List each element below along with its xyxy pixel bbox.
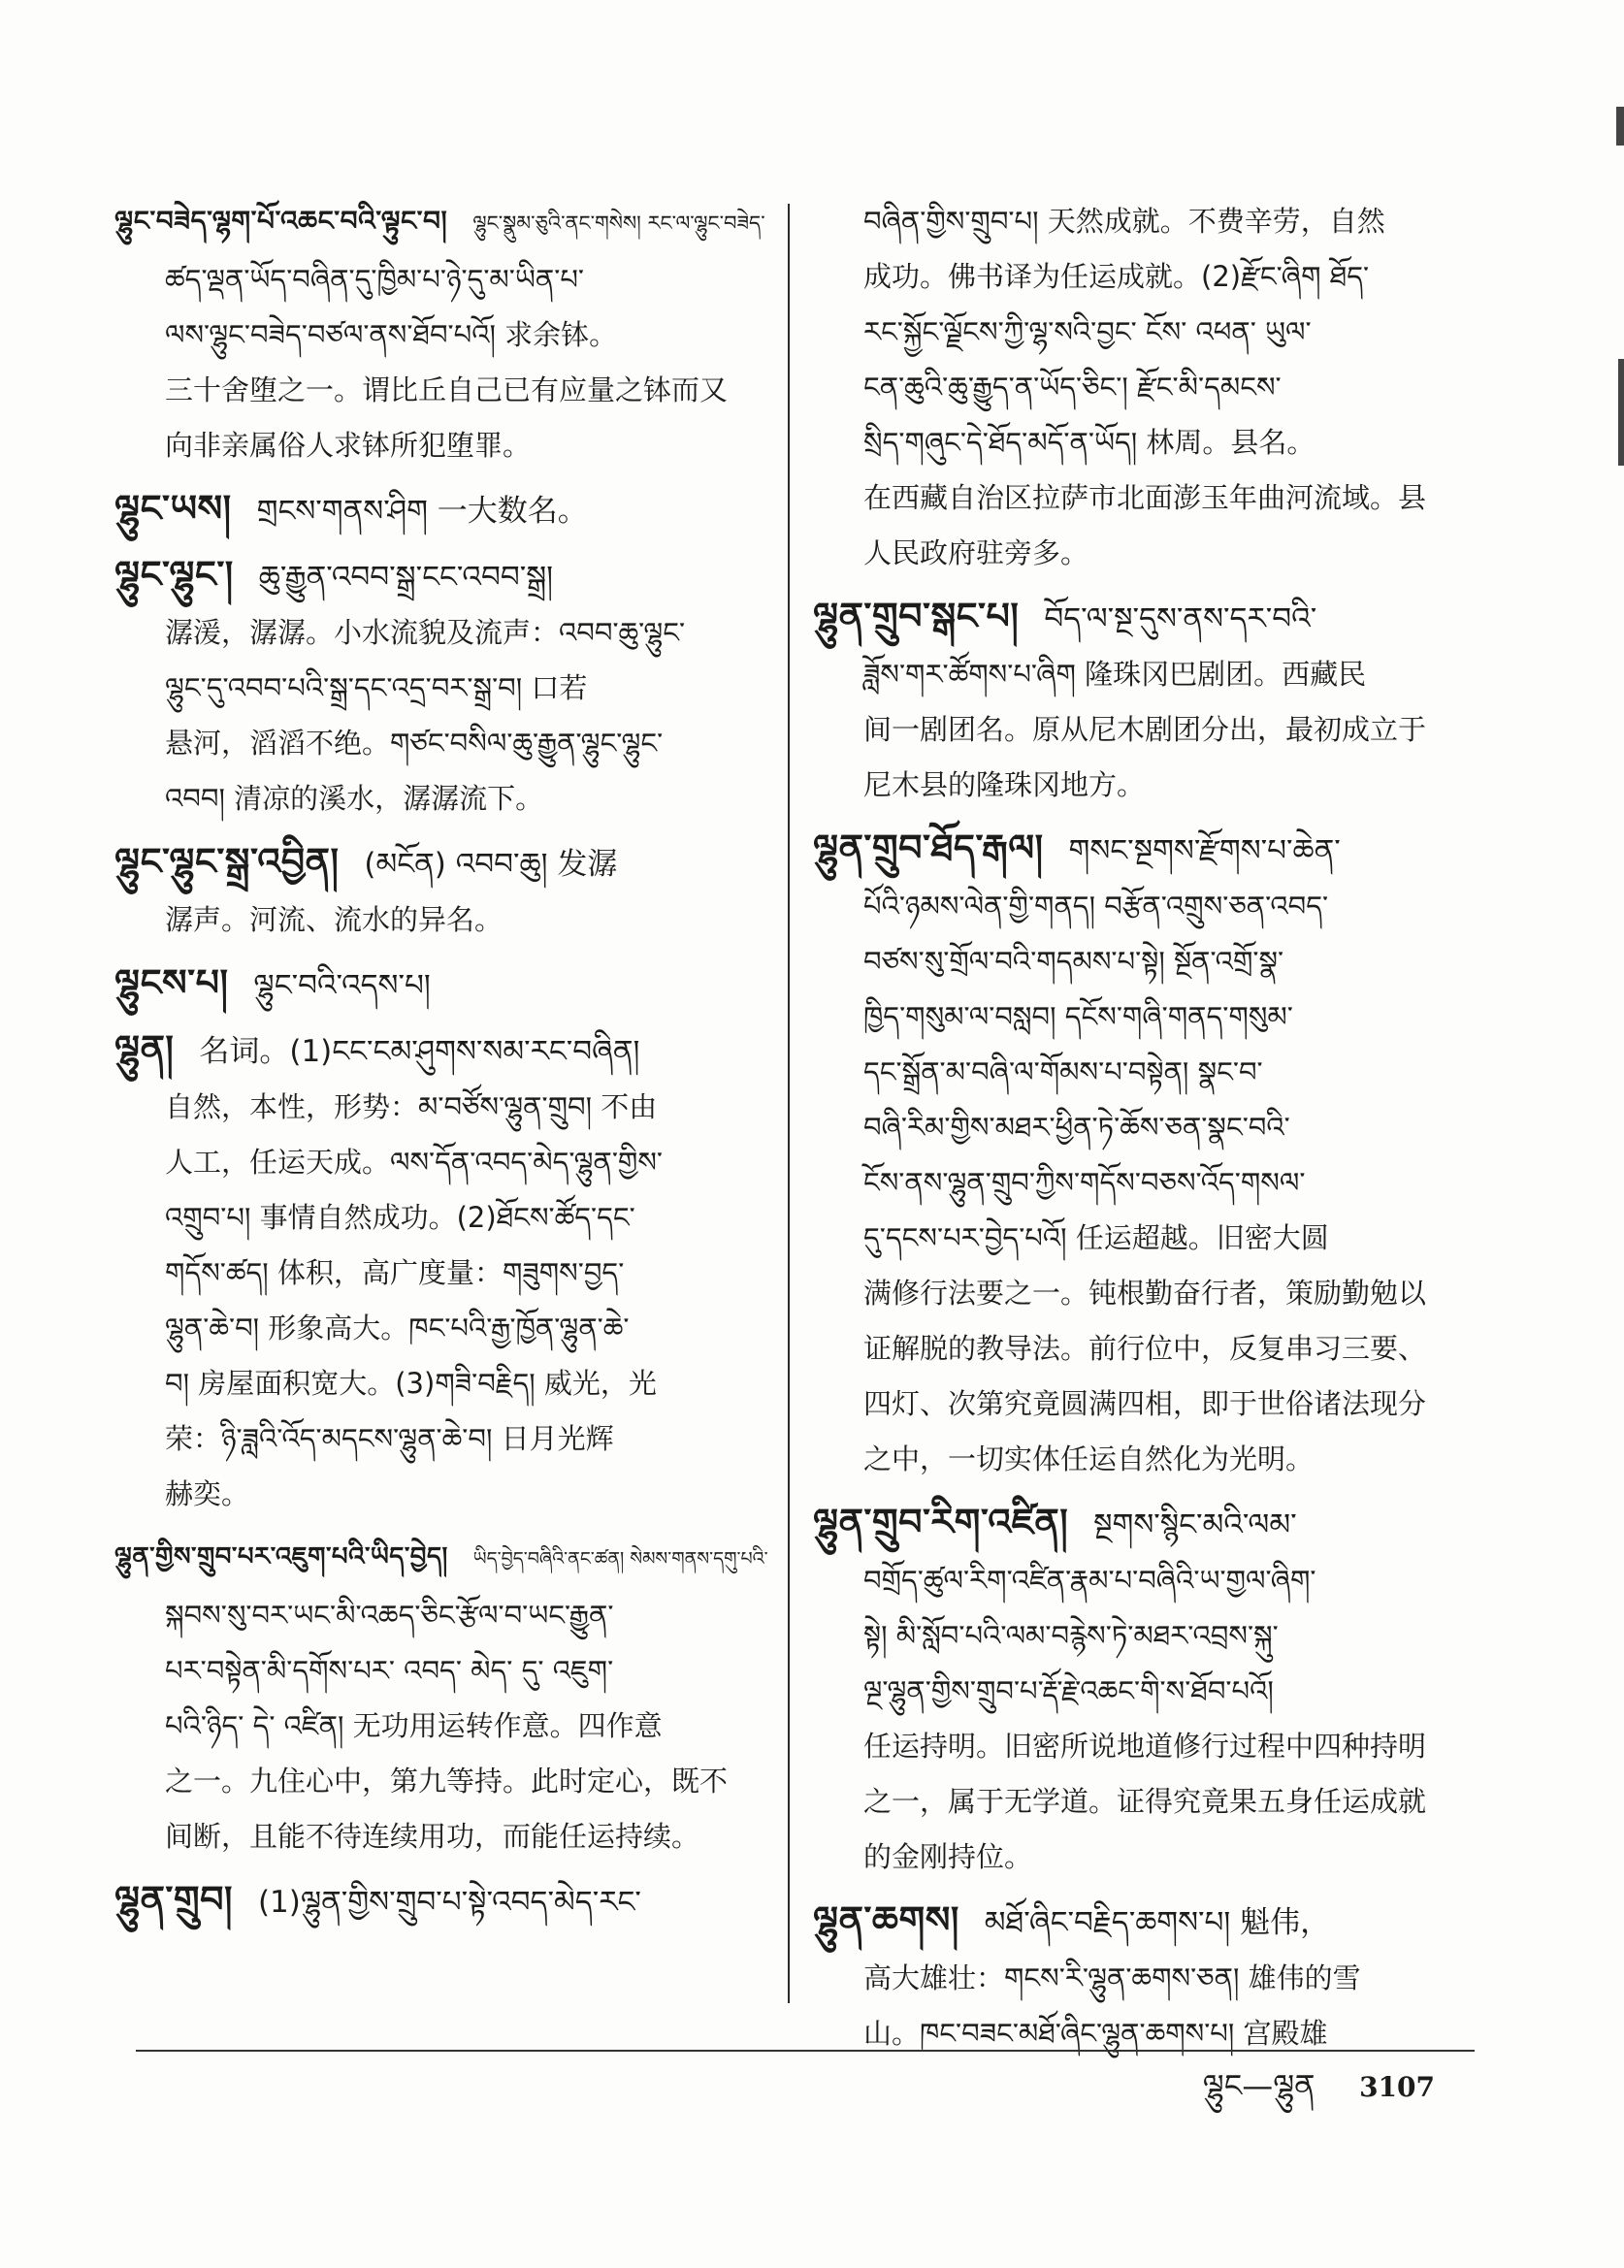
definition-line: ཟློས་གར་ཚོགས་པ་ཞིག 隆珠冈巴剧团。西藏民 <box>863 658 1367 691</box>
definition-line: 向非亲属俗人求钵所犯堕罪。 <box>165 429 532 462</box>
entry-first-line <box>114 194 784 252</box>
entry-headword: ལྷུན། <box>114 1027 175 1070</box>
right-column <box>813 194 1453 2069</box>
definition-line: བཞིན་གྱིས་གྲུབ་པ། 天然成就。不费辛劳，自然 <box>863 205 1385 238</box>
dictionary-entry <box>114 1021 784 1522</box>
definition-line: 悬河，滔滔不绝。གཙང་བསིལ་ཆུ་རྒྱུན་ལྷུང་ལྷུང་ <box>165 727 664 760</box>
definition-line: སྔགས་སྙིང་མའི་ལམ་ <box>1093 1507 1297 1542</box>
headword-range: ལྷུང—ལྷུན <box>1202 2067 1315 2104</box>
definition-line: འབབ། 清凉的溪水，潺潺流下。 <box>165 782 544 815</box>
definition-line: གདོས་ཚད། 体积，高广度量：གཟུགས་བྱད་ <box>165 1256 625 1289</box>
entry-headword: ལྷུན་ཆགས། <box>813 1898 959 1941</box>
definition-line: ཡིད་བྱེད་བཞིའི་ནང་ཚན། སེམས་གནས་དགུ་པའི་ <box>472 1548 768 1570</box>
definition-line: 成功。佛书译为任运成就。(2)རྫོང་ཞིག ཐོད་ <box>863 260 1370 293</box>
definition-line: 潺湲，潺潺。小水流貌及流声：འབབ་ཆུ་ལྷུང་ <box>165 616 686 649</box>
entry-first-line <box>813 1495 1453 1553</box>
definition-line: མཐོ་ཞིང་བརྗིད་ཆགས་པ། 魁伟， <box>984 1905 1331 1940</box>
definition-line: 之中，一切实体任运自然化为光明。 <box>863 1442 1315 1475</box>
definition-line: ལྷུང་བའི་འདས་པ། <box>253 968 431 1003</box>
entry-headword: ལྷུང་ལྷུང་། <box>114 553 234 596</box>
entry-headword: ལྷུང་ཡས། <box>114 487 232 530</box>
page-number: 3107 <box>1359 2071 1435 2103</box>
entry-first-line <box>114 481 784 539</box>
definition-line: 潺声。河流、流水的异名。 <box>165 903 503 936</box>
dictionary-entry <box>813 1893 1453 2061</box>
entry-first-line <box>813 1893 1453 1951</box>
definition-line: ཆུ་རྒྱུན་འབབ་སྒྲ་ངང་འབབ་སྒྲ། <box>258 560 554 595</box>
definition-line: བཞི་རིམ་གྱིས་མཐར་ཕྱིན་ཏེ་ཆོས་ཅན་སྣང་བའི་ <box>863 1111 1290 1144</box>
dictionary-entry <box>114 834 784 948</box>
entry-first-line <box>114 956 784 1014</box>
definition-line: བ། 房屋面积宽大。(3)གཟི་བརྗིད། 威光，光 <box>165 1367 657 1400</box>
dictionary-entry <box>813 1495 1453 1885</box>
definition-line: དང་སྒྲོན་མ་བཞི་ལ་གོམས་པ་བསྟེན། སྣང་བ་ <box>863 1055 1263 1088</box>
entry-first-line <box>114 834 784 892</box>
definition-line: 尼木县的隆珠冈地方。 <box>863 768 1146 801</box>
dictionary-entry <box>114 194 784 473</box>
definition-line: སྟེ། མི་སློབ་པའི་ལམ་བརྙེས་ཏེ་མཐར་འབྲས་སྐུ་ <box>863 1619 1279 1652</box>
definition-line: 自然，本性，形势：མ་བཙོས་ལྷུན་གྲུབ། 不由 <box>165 1090 658 1123</box>
entry-headword: ལྷུང་ལྷུང་སྒྲ་འབྱིན། <box>114 840 340 883</box>
entry-headword: ལྷུན་གྲུབ་སྒང་པ། <box>813 595 1020 637</box>
entry-headword: ལྷུངས་པ། <box>114 961 229 1004</box>
definition-line: 四灯、次第究竟圆满四相，即于世俗诸法现分 <box>863 1387 1427 1420</box>
definition-line: 满修行法要之一。钝根勤奋行者，策励勤勉以 <box>863 1277 1427 1310</box>
dictionary-entry <box>114 1872 784 1930</box>
definition-line: པར་བསྟེན་མི་དགོས་པར་ འབད་ མེད་ དུ་ འཇུག་ <box>165 1654 614 1687</box>
definition-line: ཚད་ལྡན་ཡོད་བཞིན་དུ་ཁྱིམ་པ་ཉེ་དུ་མ་ཡིན་པ་ <box>165 263 585 296</box>
definition-line: 高大雄壮：གངས་རི་ལྷུན་ཆགས་ཅན། 雄伟的雪 <box>863 1961 1361 1994</box>
definition-line: 间一剧团名。原从尼木剧团分出，最初成立于 <box>863 713 1427 746</box>
dictionary-entry <box>813 589 1453 813</box>
definition-line: ངན་ཆུའི་ཆུ་རྒྱུད་ན་ཡོད་ཅིང་། རྫོང་མི་དམངས་ <box>863 371 1282 404</box>
definition-line: ལྷུང་དུ་འབབ་པའི་སྒྲ་དང་འདྲ་བར་སྒྲ་བ། 口若 <box>165 671 588 704</box>
definition-line: 证解脱的教导法。前行位中，反复串习三要、 <box>863 1332 1427 1365</box>
definition-line: 人工，任运天成。ལས་དོན་འབད་མེད་ལྷུན་གྱིས་ <box>165 1146 664 1179</box>
definition-line: 在西藏自治区拉萨市北面澎玉年曲河流域。县 <box>863 481 1427 514</box>
definition-line: བཙས་སུ་གྲོལ་བའི་གདམས་པ་སྟེ། སྔོན་འགྲོ་སྣ་ <box>863 945 1284 978</box>
definition-line: 赫奕。 <box>165 1477 250 1510</box>
definition-line: ལྷུང་སྣུམ་ཅུའི་ནང་གསེས། རང་ལ་ལྷུང་བཟེད་ <box>472 211 765 235</box>
dictionary-entry <box>114 1530 784 1864</box>
dictionary-entry <box>813 821 1453 1487</box>
definition-line: 山。ཁང་བཟང་མཐོ་ཞིང་ལྷུན་ཆགས་པ། 宫殿雄 <box>863 2017 1328 2050</box>
entry-first-line <box>114 1872 784 1930</box>
definition-line: ངོས་ནས་ལྷུན་གྲུབ་ཀྱིས་གདོས་བཅས་འོད་གསལ་ <box>863 1166 1306 1199</box>
definition-line: 三十舍堕之一。谓比丘自己已有应量之钵而又 <box>165 373 729 406</box>
definition-line: བོད་ལ་སྔ་དུས་ནས་དར་བའི་ <box>1044 601 1317 636</box>
definition-line: དུ་དངས་པར་བྱེད་པའོ། 任运超越。旧密大圆 <box>863 1221 1329 1254</box>
scan-edge-mark <box>1618 359 1624 466</box>
dictionary-entry <box>114 956 784 1014</box>
definition-line: ཁྱིད་གསུམ་ལ་བསླབ། དངོས་གཞི་གནད་གསུམ་ <box>863 1000 1293 1033</box>
definition-line: ལས་ལྷུང་བཟེད་བཙལ་ནས་ཐོབ་པའོ། 求余钵。 <box>165 318 618 351</box>
entry-first-line <box>813 821 1453 879</box>
entry-headword: ལྷུན་གྲུབ་ཐོད་རྒལ། <box>813 826 1044 869</box>
definition-line: 人民政府驻旁多。 <box>863 536 1089 569</box>
definition-line: 任运持明。旧密所说地道修行过程中四种持明 <box>863 1730 1427 1763</box>
entry-first-line <box>114 1021 784 1080</box>
definition-line: 的金刚持位。 <box>863 1840 1033 1873</box>
entry-headword: ལྷུན་གྱིས་གྲུབ་པར་འཇུག་པའི་ཡིད་བྱེད། <box>114 1542 448 1571</box>
definition-line: འགྲུབ་པ། 事情自然成功。(2)ཐོངས་ཚོད་དང་ <box>165 1201 635 1234</box>
definition-line: སྐབས་སུ་བར་ཡང་མི་འཆད་ཅིང་རྩོལ་བ་ཡང་རྒྱུན་ <box>165 1599 614 1632</box>
definition-line: སྲིད་གཞུང་དེ་ཐོད་མདོ་ན་ཡོད། 林周。县名。 <box>863 426 1315 459</box>
definition-line: ལྔ་ལྷུན་གྱིས་གྲུབ་པ་རྡོ་རྗེ་འཆང་གི་ས་ཐོབ་པའོ། <box>863 1674 1274 1707</box>
definition-line: པོའི་ཉམས་ལེན་གྱི་གནད། བརྩོན་འགྲུས་ཅན་འབད་ <box>863 890 1329 923</box>
entry-first-line <box>813 589 1453 647</box>
scan-edge-mark <box>1616 107 1624 146</box>
definition-line: (མངོན) འབབ་ཆུ། 发潺 <box>364 847 618 882</box>
dictionary-entry <box>813 194 1453 581</box>
definition-line: པའི་ཉིད་ དེ་ འཛིན། 无功用运转作意。四作意 <box>165 1709 663 1742</box>
definition-line: 之一，属于无学道。证得究竟果五身任运成就 <box>863 1785 1427 1818</box>
left-column <box>114 194 784 1938</box>
definition-line: (1)ལྷུན་གྱིས་གྲུབ་པ་སྟེ་འབད་མེད་རང་ <box>257 1885 641 1920</box>
column-divider <box>788 204 790 2003</box>
definition-line: 间断，且能不待连续用功，而能任运持续。 <box>165 1820 700 1853</box>
page-footer <box>1203 2057 1435 2117</box>
dictionary-entry <box>114 547 784 826</box>
definition-line: གསང་སྔགས་རྫོགས་པ་ཆེན་ <box>1068 833 1341 868</box>
definition-line: 名词。(1)ངང་ངམ་ཤུགས་སམ་རང་བཞིན། <box>199 1034 640 1069</box>
entry-headword: ལྷུང་བཟེད་ལྷག་པོ་འཆང་བའི་ལྟུང་བ། <box>114 205 448 237</box>
definition-line: 之一。九住心中，第九等持。此时定心，既不 <box>165 1765 729 1798</box>
definition-line: 荣：ཉི་ཟླའི་འོད་མདངས་ལྷུན་ཆེ་བ། 日月光辉 <box>165 1422 614 1455</box>
entry-first-line <box>114 1530 784 1588</box>
definition-line: རང་སྐྱོང་ལྗོངས་ཀྱི་ལྷ་སའི་བྱང་ ངོས་ འཕན་ ཡུལ་ <box>863 315 1312 348</box>
entry-first-line <box>114 547 784 605</box>
definition-line: གྲངས་གནས་ཤིག 一大数名。 <box>256 494 588 529</box>
entry-headword: ལྷུན་གྲུབ་རིག་འཛིན། <box>813 1501 1069 1543</box>
footer-rule <box>136 2050 1475 2052</box>
definition-line: ལྷུན་ཆེ་བ། 形象高大。ཁང་པའི་རྒྱ་ཁྱོན་ལྷུན་ཆེ་ <box>165 1312 630 1345</box>
entry-headword: ལྷུན་གྲུབ། <box>114 1878 233 1921</box>
dictionary-entry <box>114 481 784 539</box>
definition-line: བགྲོད་ཚུལ་རིག་འཛིན་རྣམ་པ་བཞིའི་ཡ་གྱལ་ཞིག་ <box>863 1564 1316 1597</box>
